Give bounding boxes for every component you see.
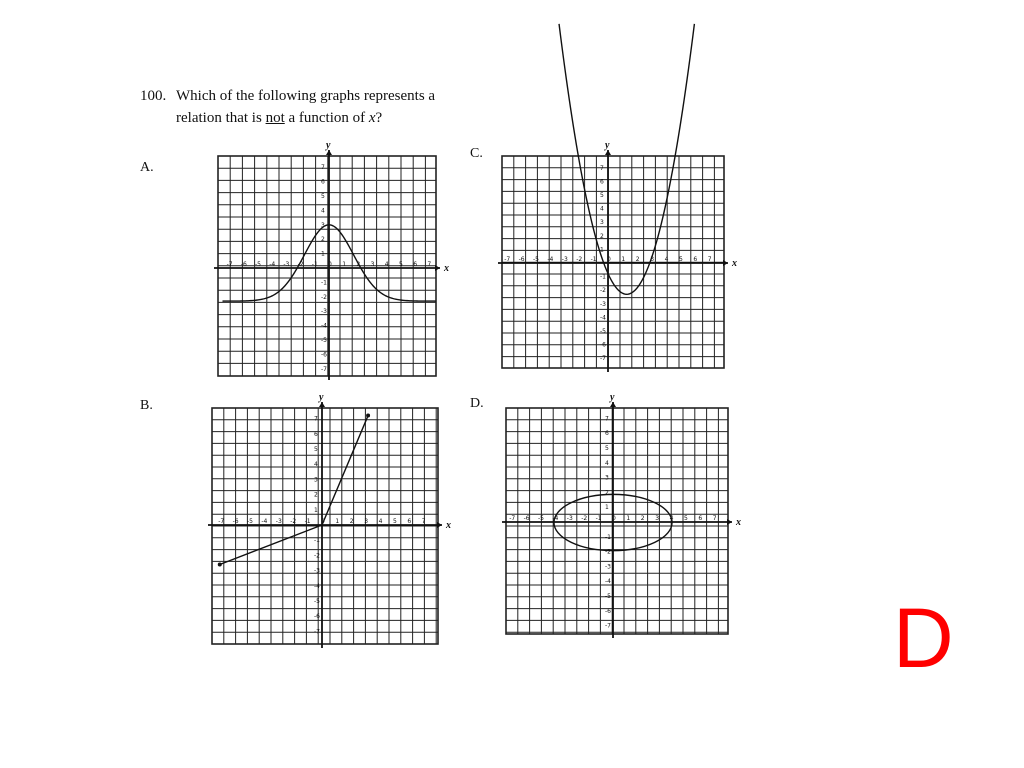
question-text-middle: a function of — [284, 110, 369, 126]
y-tick-label: 2 — [321, 236, 325, 244]
x-tick-label: 7 — [712, 515, 717, 522]
y-tick-label: -4 — [314, 582, 320, 590]
y-tick-label: 5 — [321, 193, 325, 200]
y-tick-label: 2 — [605, 489, 609, 497]
y-tick-label: 4 — [321, 207, 325, 215]
y-tick-label: 3 — [314, 476, 318, 484]
x-tick-label: -3 — [561, 256, 568, 263]
y-tick-label: 5 — [314, 446, 318, 453]
x-tick-label: -3 — [283, 261, 290, 268]
graph-d-svg — [506, 392, 746, 639]
x-tick-label: -4 — [261, 518, 268, 525]
x-axis-arrow — [435, 265, 440, 271]
x-tick-label: -6 — [232, 518, 239, 525]
x-tick-label: 5 — [399, 261, 403, 268]
x-tick-label: 4 — [384, 261, 389, 268]
y-tick-label: -5 — [600, 328, 606, 335]
graph-c-curve — [559, 24, 694, 294]
y-tick-label: 6 — [321, 178, 325, 186]
question-text-line1: Which of the following graphs represents a — [176, 88, 436, 104]
x-tick-label: -6 — [240, 261, 247, 268]
x-tick-label: 1 — [621, 256, 626, 263]
y-tick-label: -6 — [605, 607, 611, 615]
y-tick-label: -7 — [605, 622, 611, 630]
x-tick-label: 4 — [669, 515, 674, 522]
y-tick-label: 7 — [600, 164, 604, 172]
y-tick-label: 1 — [605, 504, 609, 512]
y-tick-label: 5 — [605, 445, 609, 452]
question-text-line2 — [176, 110, 382, 127]
x-tick-label: -4 — [269, 261, 276, 268]
x-tick-label: 1 — [342, 261, 347, 268]
x-tick-label: 6 — [407, 518, 412, 525]
y-tick-label: 2 — [314, 491, 318, 499]
y-tick-label: -6 — [600, 341, 606, 349]
x-tick-label: 2 — [356, 261, 361, 268]
x-tick-label: -2 — [581, 515, 588, 522]
y-tick-label: 6 — [314, 430, 318, 438]
x-axis-name: x — [736, 517, 741, 528]
x-tick-label: 0 — [328, 261, 332, 268]
x-tick-label: -3 — [566, 515, 573, 522]
graph-c-svg — [502, 140, 742, 374]
x-tick-label: 0 — [612, 515, 616, 522]
y-tick-label: 6 — [605, 430, 609, 438]
y-tick-label: 4 — [600, 205, 604, 213]
graph-a-svg — [212, 140, 452, 382]
answer-letter: D — [893, 591, 954, 685]
option-a-label[interactable]: A. — [140, 160, 154, 175]
graph-b[interactable] — [206, 392, 454, 649]
graph-a[interactable] — [212, 140, 452, 382]
x-axis-name: x — [732, 258, 737, 269]
x-tick-label: -1 — [595, 515, 602, 522]
y-tick-label: -2 — [314, 552, 320, 560]
x-tick-label: -2 — [290, 518, 297, 525]
question-variable: x — [368, 110, 376, 126]
x-tick-label: 4 — [378, 518, 383, 525]
x-tick-label: -4 — [552, 515, 559, 522]
option-b-label[interactable]: B. — [140, 398, 153, 413]
y-tick-label: -2 — [600, 287, 606, 295]
x-tick-label: -5 — [533, 256, 539, 263]
x-tick-label: -5 — [255, 261, 261, 268]
x-tick-label: -6 — [523, 515, 530, 522]
y-tick-label: -1 — [600, 273, 606, 281]
y-tick-label: -3 — [314, 567, 320, 575]
x-tick-label: -3 — [275, 518, 282, 525]
y-tick-label: -4 — [600, 314, 606, 322]
x-tick-label: -1 — [304, 518, 311, 525]
x-tick-label: 6 — [698, 515, 703, 522]
x-axis-name: x — [444, 263, 449, 274]
x-tick-label: 5 — [393, 518, 397, 525]
y-tick-label: -4 — [321, 322, 327, 330]
x-tick-label: 3 — [650, 256, 655, 263]
y-tick-label: -2 — [605, 548, 611, 556]
y-tick-label: -4 — [605, 578, 611, 586]
graph-c[interactable] — [502, 140, 742, 374]
graph-b-line — [220, 416, 368, 565]
graph-b-endpoint — [366, 414, 370, 418]
question-number: 100. — [140, 88, 167, 104]
question-text-before: relation that is — [176, 110, 266, 126]
x-tick-label: -5 — [247, 518, 253, 525]
y-tick-label: -5 — [605, 593, 611, 600]
x-tick-label: -7 — [226, 261, 233, 268]
x-tick-label: -4 — [547, 256, 554, 263]
x-tick-label: -2 — [297, 261, 304, 268]
x-tick-label: 7 — [427, 261, 432, 268]
option-c-label[interactable]: C. — [470, 146, 483, 161]
y-tick-label: 2 — [600, 232, 604, 240]
x-axis-name: x — [446, 520, 451, 531]
y-tick-label: 1 — [314, 506, 318, 514]
y-tick-label: -7 — [600, 355, 606, 363]
x-tick-label: 0 — [607, 256, 611, 263]
x-tick-label: 5 — [684, 515, 688, 522]
x-tick-label: -5 — [538, 515, 544, 522]
x-tick-label: -7 — [504, 256, 511, 263]
y-tick-label: -7 — [314, 628, 320, 636]
x-tick-label: -1 — [311, 261, 318, 268]
y-tick-label: -1 — [314, 537, 320, 545]
y-tick-label: 4 — [314, 461, 318, 469]
y-tick-label: 1 — [321, 250, 325, 258]
y-tick-label: 7 — [321, 164, 325, 172]
x-tick-label: 3 — [364, 518, 369, 525]
graph-b-endpoint — [218, 563, 222, 567]
x-tick-label: -7 — [218, 518, 225, 525]
y-axis-name: y — [326, 140, 331, 151]
y-tick-label: -3 — [600, 300, 606, 308]
y-tick-label: 3 — [600, 219, 604, 227]
y-tick-label: 3 — [605, 474, 609, 482]
y-tick-label: -1 — [321, 279, 327, 287]
y-axis-name: y — [319, 392, 324, 403]
x-tick-label: 0 — [321, 518, 325, 525]
y-tick-label: 1 — [600, 246, 604, 254]
y-tick-label: 3 — [321, 221, 325, 229]
y-axis-name: y — [605, 140, 610, 151]
y-tick-label: 7 — [314, 415, 318, 423]
x-tick-label: -7 — [509, 515, 516, 522]
x-tick-label: -2 — [576, 256, 583, 263]
x-tick-label: 6 — [693, 256, 698, 263]
y-tick-label: 7 — [605, 415, 609, 423]
y-tick-label: -5 — [314, 598, 320, 605]
option-d-label[interactable]: D. — [470, 396, 484, 411]
y-tick-label: 4 — [605, 459, 609, 467]
y-axis-name: y — [610, 392, 615, 403]
x-tick-label: 4 — [664, 256, 669, 263]
x-axis-arrow — [437, 522, 442, 528]
x-tick-label: 1 — [626, 515, 631, 522]
y-tick-label: -6 — [321, 351, 327, 359]
y-tick-label: -7 — [321, 365, 327, 373]
y-tick-label: -1 — [605, 533, 611, 541]
graph-b-svg — [206, 392, 454, 649]
x-tick-label: 3 — [370, 261, 375, 268]
x-tick-label: 2 — [349, 518, 354, 525]
x-tick-label: -1 — [590, 256, 597, 263]
x-tick-label: 7 — [421, 518, 426, 525]
y-tick-label: -3 — [605, 563, 611, 571]
question-text-end: ? — [375, 110, 383, 126]
x-axis-arrow — [727, 519, 732, 525]
x-tick-label: 6 — [413, 261, 418, 268]
x-tick-label: 2 — [635, 256, 640, 263]
y-tick-label: -5 — [321, 337, 327, 344]
y-tick-label: 6 — [600, 178, 604, 186]
x-tick-label: 5 — [679, 256, 683, 263]
x-tick-label: -6 — [518, 256, 525, 263]
y-tick-label: -6 — [314, 613, 320, 621]
graph-d[interactable] — [506, 392, 746, 639]
x-tick-label: 3 — [655, 515, 660, 522]
y-tick-label: -3 — [321, 308, 327, 316]
y-tick-label: -2 — [321, 293, 327, 301]
x-tick-label: 2 — [640, 515, 645, 522]
question-underlined-word: not — [265, 110, 285, 126]
x-tick-label: 7 — [707, 256, 712, 263]
x-tick-label: 1 — [335, 518, 340, 525]
y-tick-label: 5 — [600, 192, 604, 199]
x-axis-arrow — [723, 260, 728, 266]
